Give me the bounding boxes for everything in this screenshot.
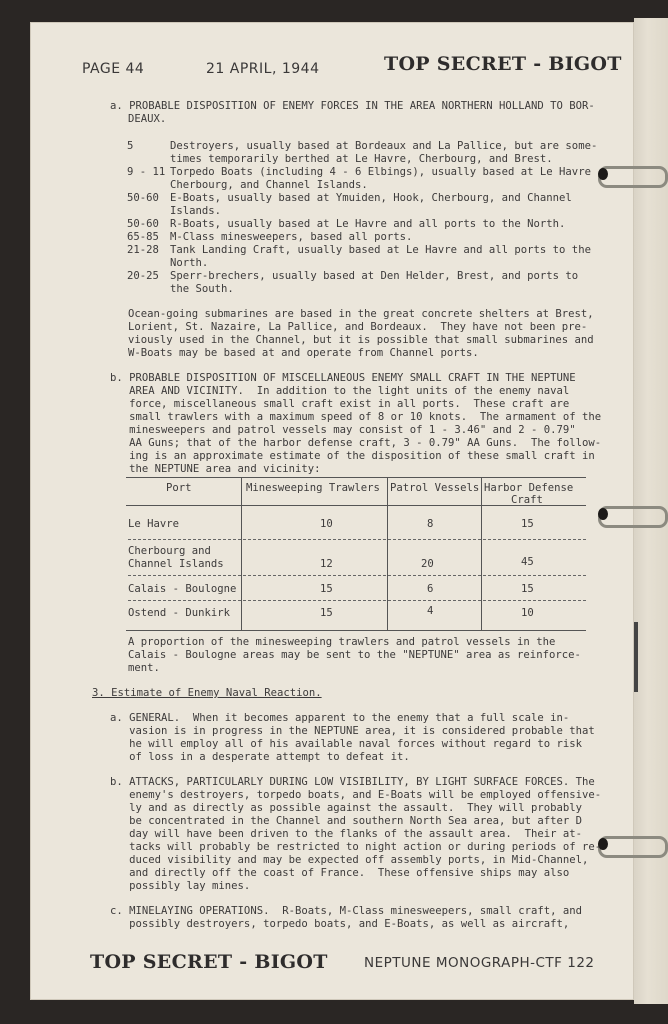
header-classification: TOP SECRET - BIGOT [384,53,622,75]
table-harbor: 15 [521,583,534,595]
header-port: Port [166,482,192,494]
table-rule-bottom [126,630,586,631]
row-separator [128,600,586,601]
footer-monograph: NEPTUNE MONOGRAPH-CTF 122 [364,955,595,971]
table-patrol: 4 [427,605,434,617]
force-count: 20-25 [127,270,159,282]
force-desc: North. [170,257,209,269]
force-desc: times temporarily berthed at Le Havre, Cherbourg, and Brest. [170,153,553,165]
table-col-divider [241,477,242,630]
document-date: 21 APRIL, 1944 [206,61,320,77]
page-tab-marker [634,622,638,692]
force-desc: Tank Landing Craft, usually based at Le Havre and all ports to the [170,244,591,256]
section-a-title-2: DEAUX. [128,113,167,125]
force-desc: Islands. [170,205,222,217]
force-count: 21-28 [127,244,159,256]
table-patrol: 6 [427,583,434,595]
table-trawlers: 15 [320,607,333,619]
table-harbor: 10 [521,607,534,619]
binder-ring-top [598,166,668,188]
table-harbor: 15 [521,518,534,530]
section-3b-line: and directly off the coast of France. These offensive ships may also [110,867,570,879]
section-b-line: AREA AND VICINITY. In addition to the light units of the enemy naval [110,385,570,397]
footer-classification: TOP SECRET - BIGOT [90,951,328,973]
section-b-line: small trawlers with a maximum speed of 8 or 10 knots. The armament of the [110,411,602,423]
paragraph-line: W-Boats may be based at and operate from Channel ports. [128,347,479,359]
section-b-line: the NEPTUNE area and vicinity: [110,463,321,475]
paragraph-line: Ocean-going submarines are based in the great concrete shelters at Brest, [128,308,594,320]
table-trawlers: 10 [320,518,333,530]
section-3b-line: ly and as directly as possible against the assault. They will probably [110,802,582,814]
force-desc: E-Boats, usually based at Ymuiden, Hook, Cherbourg, and Channel [170,192,572,204]
section-3c-line: c. MINELAYING OPERATIONS. R-Boats, M-Class minesweepers, small craft, and [110,905,582,917]
section-b-line: b. PROBABLE DISPOSITION OF MISCELLANEOUS ENEMY SMALL CRAFT IN THE NEPTUNE [110,372,576,384]
page-number: PAGE 44 [82,61,145,77]
table-port: Le Havre [128,518,180,530]
section-3b-line: day will have been driven to the flanks of the assault area. Their at- [110,828,582,840]
table-port: Calais - Boulogne [128,583,237,595]
section-a-title-1: a. PROBABLE DISPOSITION OF ENEMY FORCES IN THE AREA NORTHERN HOLLAND TO BOR- [110,100,595,112]
force-count: 50-60 [127,192,159,204]
reinforcement-note: A proportion of the minesweeping trawlers and patrol vessels in the [128,636,556,648]
force-desc: the South. [170,283,234,295]
section-b-line: minesweepers and patrol vessels may consist of 1 - 3.46" and 2 - 0.79" [110,424,576,436]
section-3b-line: duced visibility and may be expected off assembly ports, in Mid-Channel, [110,854,589,866]
binder-ring-middle [598,506,668,528]
section-b-line: AA Guns; that of the harbor defense craft, 3 - 0.79" AA Guns. The follow- [110,437,602,449]
row-separator [128,575,586,576]
force-count: 65-85 [127,231,159,243]
table-harbor: 45 [521,556,534,568]
force-desc: Cherbourg, and Channel Islands. [170,179,368,191]
section-b-line: force, miscellaneous small craft exist in all ports. These craft are [110,398,570,410]
table-port: Ostend - Dunkirk [128,607,231,619]
force-desc: M-Class minesweepers, based all ports. [170,231,413,243]
table-patrol: 8 [427,518,434,530]
binder-ring-bottom [598,836,668,858]
section-3a-line: of loss in a desperate attempt to defeat it. [110,751,410,763]
table-col-divider [481,477,482,630]
reinforcement-note: ment. [128,662,160,674]
table-rule-top [126,477,586,478]
paragraph-line: Lorient, St. Nazaire, La Pallice, and Bordeaux. They have not been pre- [128,321,588,333]
row-separator [128,539,586,540]
paragraph-line: viously used in the Channel, but it is possible that small submarines and [128,334,594,346]
header-harbor: Harbor Defense [484,482,574,494]
force-count: 50-60 [127,218,159,230]
table-patrol: 20 [421,558,434,570]
table-trawlers: 12 [320,558,333,570]
force-count: 9 - 11 [127,166,166,178]
section-3b-line: b. ATTACKS, PARTICULARLY DURING LOW VISIBILITY, BY LIGHT SURFACE FORCES. The [110,776,595,788]
force-desc: Destroyers, usually based at Bordeaux and La Pallice, but are some- [170,140,598,152]
header-trawlers: Minesweeping Trawlers [246,482,380,494]
section-3a-line: vasion is in progress in the NEPTUNE area, it is considered probable that [110,725,595,737]
force-desc: Sperr-brechers, usually based at Den Helder, Brest, and ports to [170,270,579,282]
force-desc: Torpedo Boats (including 4 - 6 Elbings), usually based at Le Havre [170,166,591,178]
reinforcement-note: Calais - Boulogne areas may be sent to the "NEPTUNE" area as reinforce- [128,649,581,661]
binder-hole [598,168,608,180]
force-count: 5 [127,140,134,152]
header-patrol: Patrol Vessels [390,482,480,494]
force-desc: R-Boats, usually based at Le Havre and all ports to the North. [170,218,566,230]
section-b-line: ing is an approximate estimate of the disposition of these small craft in [110,450,595,462]
table-port: Cherbourg and [128,545,211,557]
table-port: Channel Islands [128,558,224,570]
header-harbor-2: Craft [511,494,543,506]
section-3b-line: enemy's destroyers, torpedo boats, and E-Boats will be employed offensive- [110,789,602,801]
section-3b-line: be concentrated in the Channel and southern North Sea area, but after D [110,815,582,827]
section-3b-line: possibly lay mines. [110,880,251,892]
section-3b-line: tacks will probably be restricted to night action or during periods of re- [110,841,602,853]
section-3a-line: he will employ all of his available naval forces without regard to risk [110,738,582,750]
section-3-heading: 3. Estimate of Enemy Naval Reaction. [92,687,322,699]
section-3a-line: a. GENERAL. When it becomes apparent to the enemy that a full scale in- [110,712,570,724]
table-col-divider [387,477,388,630]
binder-hole [598,508,608,520]
section-3c-line: possibly destroyers, torpedo boats, and E-Boats, as well as aircraft, [110,918,570,930]
table-trawlers: 15 [320,583,333,595]
